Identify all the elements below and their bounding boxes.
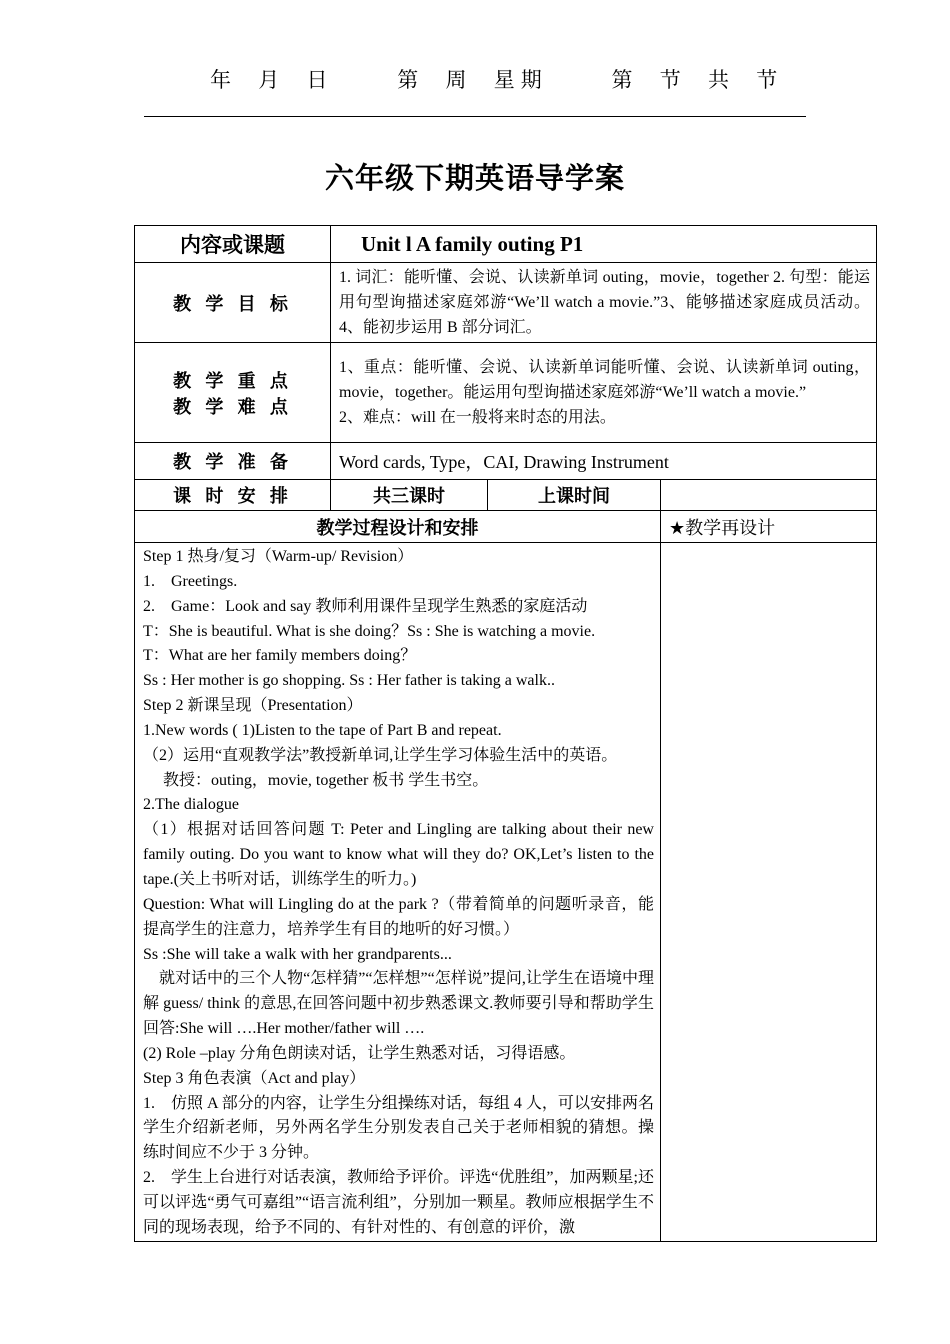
goals-text: 1. 词汇：能听懂、会说、认读新单词 outing，movie，together 2. 句型：能运用句型询描述家庭郊游“We’ll watch a movie.”3、能够描述家庭成员活动。4、能初步运用 B 部分词汇。 [331,263,877,343]
process-line: 2. 学生上台进行对话表演，教师给予评价。评选“优胜组”，加两颗星;还可以评选“勇气可嘉组”“语言流利组”，分别加一颗星。教师应根据学生不同的现场表现，给予不同的、有针对性的、有创意的评价，激 [143,1169,654,1236]
process-line: 2.The dialogue [143,796,239,814]
topic-value: Unit l A family outing P1 [331,226,877,263]
process-line: T：What are her family members doing？ [143,647,417,665]
process-line: 1. 仿照 A 部分的内容，让学生分组操练对话，每组 4 人，可以安排两名学生介绍新老师，另外两名学生分别发表自己关于老师相貌的猜想。操练时间应不少于 3 分钟。 [143,1094,654,1162]
lesson-plan-table [134,225,877,1242]
redesign-label: ★教学再设计 [661,511,877,543]
difficult-label: 教 学 难 点 [173,396,292,418]
topic-label: 内容或课题 [135,226,331,263]
process-line: (2) Role –play 分角色朗读对话，让学生熟悉对话，习得语感。 [143,1044,576,1062]
schedule-time-label: 上课时间 [488,480,661,511]
schedule-time-value [661,480,877,511]
goals-label: 教 学 目 标 [135,263,331,343]
schedule-count: 共三课时 [331,480,488,511]
key-text: 1、重点：能听懂、会说、认读新单词能听懂、会说、认读新单词 outing，movie，together。能运用句型询描述家庭郊游“We’ll watch a movie.” [339,359,871,401]
process-line: Ss : Her mother is go shopping. Ss : Her father is taking a walk.. [143,672,555,690]
prep-label: 教 学 准 备 [135,443,331,480]
page-title: 六年级下期英语导学案 [324,161,625,195]
key-label: 教 学 重 点 [173,370,292,392]
key-difficult-text [331,343,877,443]
process-line: 就对话中的三个人物“怎样猜”“怎样想”“怎样说”提问,让学生在语境中理解 guess/ think 的意思,在回答问题中初步熟悉课文.教师要引导和帮助学生回答:She will ….Her mother/father will …. [143,970,654,1038]
process-line: Ss :She will take a walk with her grandparents... [143,945,452,963]
date-line: 年 月 日 第 周 星期 第 节 共 节 [210,68,784,92]
process-line: 2. Game：Look and say 教师利用课件呈现学生熟悉的家庭活动 [143,597,588,615]
process-line: Question: What will Lingling do at the park ?（带着简单的问题听录音，能提高学生的注意力，培养学生有目的地听的好习惯。） [143,895,654,938]
process-line: Step 3 角色表演（Act and play） [143,1069,366,1087]
difficult-text: 2、难点：will 在一般将来时态的用法。 [339,409,616,426]
process-line: 教授：outing，movie, together 板书 学生书空。 [143,771,489,789]
process-line: （1）根据对话回答问题 T: Peter and Lingling are talking about their new family outing. Do you want to know what will they do? OK,Let’s listen to the tape.(关上书听对话，训练学生的听力。) [143,821,654,888]
process-line: 1.New words ( 1)Listen to the tape of Part B and repeat. [143,721,502,739]
process-line: 1. Greetings. [143,572,238,590]
prep-value: Word cards, Type，CAI, Drawing Instrument [331,443,877,480]
schedule-label: 课 时 安 排 [135,480,331,511]
process-line: Step 1 热身/复习（Warm-up/ Revision） [143,548,414,565]
process-content [135,543,661,1242]
redesign-blank [661,543,877,1242]
process-line: （2）运用“直观教学法”教授新单词,让学生学习体验生活中的英语。 [143,746,618,764]
process-line: T：She is beautiful. What is she doing？Ss : She is watching a movie. [143,622,596,640]
process-line: Step 2 新课呈现（Presentation） [143,697,363,715]
key-difficult-label [135,343,331,443]
process-label: 教学过程设计和安排 [135,511,661,543]
header-divider [144,116,806,117]
